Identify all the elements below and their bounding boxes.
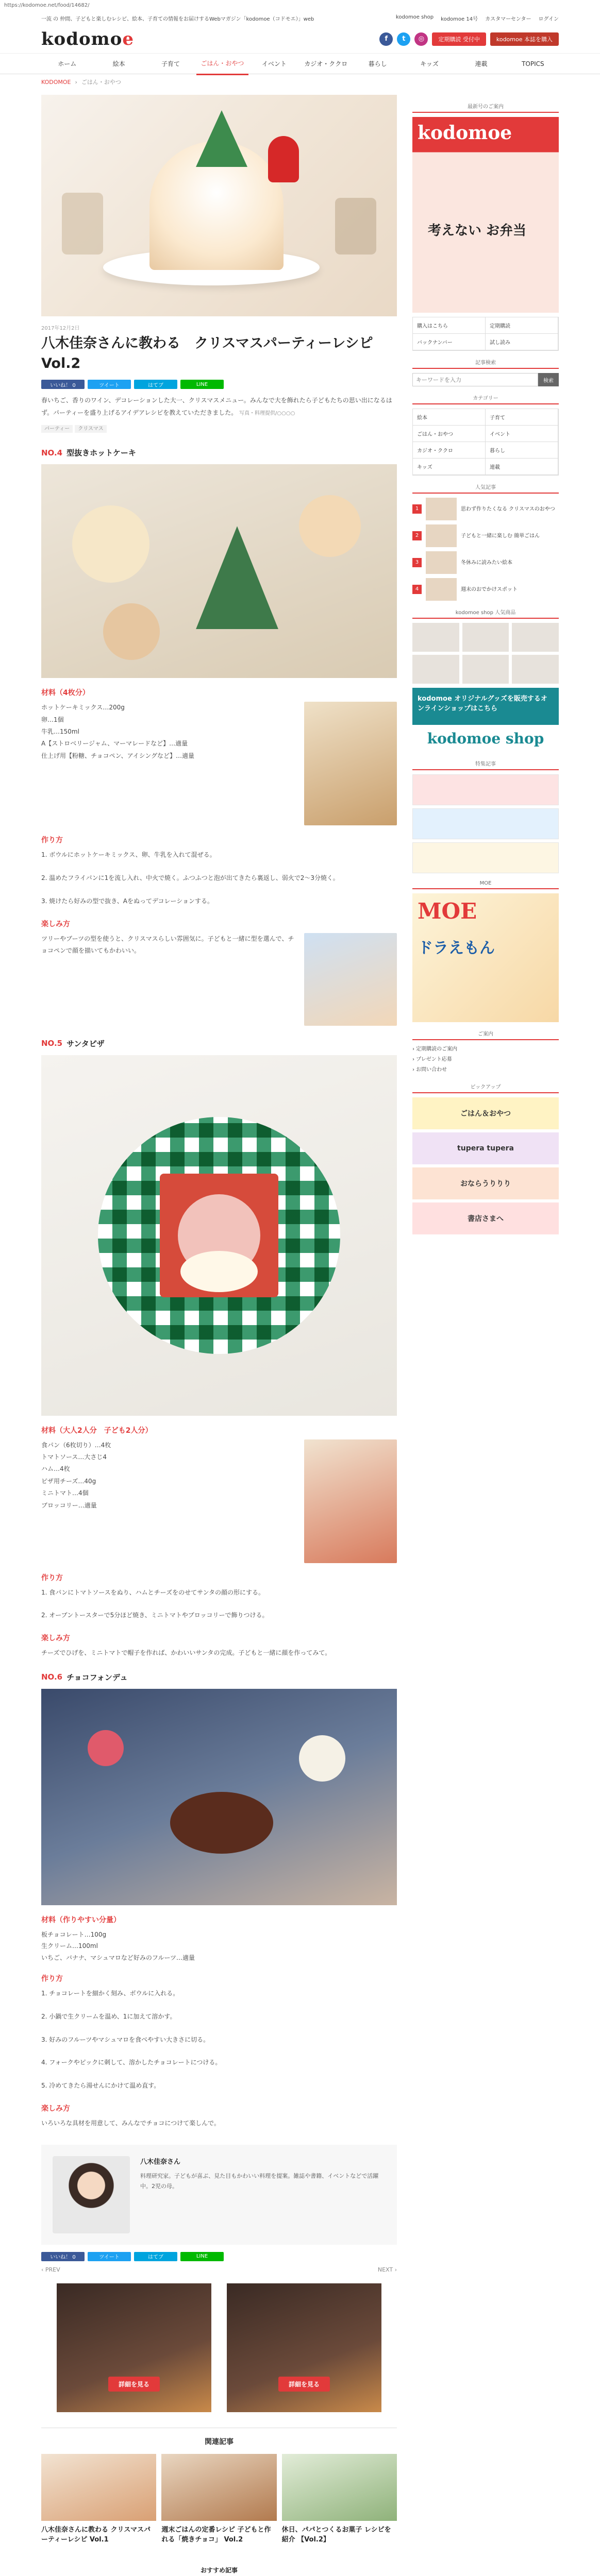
- related-card[interactable]: [161, 2454, 276, 2545]
- photo-decor: [72, 505, 149, 583]
- section-name: 型抜きホットケーキ: [66, 448, 136, 458]
- tips-text: いろいろな具材を用意して、みんなでチョコにつけて楽しんで。: [41, 2120, 220, 2127]
- method-step: 3. 焼けたら好みの型で抜き、Aをぬってデコレーションする。: [41, 897, 214, 905]
- moe-title: MOE: [418, 899, 477, 924]
- category-item[interactable]: 絵本: [413, 409, 486, 426]
- rank-number: 3: [412, 558, 422, 567]
- method-step: 2. 温めたフライパンに1を流し入れ、中火で焼く。ふつふつと泡が出てきたら裏返し、弱火で2〜3分焼く。: [41, 874, 339, 882]
- rank-number: 1: [412, 504, 422, 514]
- section-number: NO.6: [41, 1672, 63, 1682]
- photo-decor: [170, 1792, 273, 1854]
- share-button[interactable]: LINE: [180, 380, 224, 389]
- nav-item[interactable]: 子育て: [161, 60, 180, 67]
- share-button[interactable]: いいね！ 0: [41, 380, 85, 389]
- tips-text: ツリーやブーツの型を使うと、クリスマスらしい雰囲気に。子どもと一緒に型を選んで、チョコペンで顔を描いてもかわいい。: [41, 935, 294, 955]
- nav-item[interactable]: 暮らし: [368, 60, 387, 67]
- lead-credit: 写真・料理提供/○○○○: [239, 411, 295, 417]
- magazine-link[interactable]: 定期購読: [486, 317, 558, 334]
- hero-decor: [335, 198, 376, 255]
- tips-text: チーズでひげを、ミニトマトで帽子を作れば、かわいいサンタの完成。子どもと一緒に顔を作ってみて。: [41, 1649, 331, 1657]
- share-buttons: [41, 2252, 397, 2261]
- rank-number: 4: [412, 585, 422, 594]
- hero-decor: [268, 136, 299, 182]
- sidebar-heading: カテゴリー: [412, 392, 559, 404]
- share-button[interactable]: ツイート: [88, 380, 131, 389]
- site-logo[interactable]: [41, 29, 134, 49]
- magazine-link[interactable]: 購入はこちら: [413, 317, 486, 334]
- shop-item[interactable]: [462, 655, 509, 684]
- pickup-banner[interactable]: おならうりりり: [412, 1167, 559, 1199]
- category-item[interactable]: 暮らし: [486, 442, 558, 459]
- method-step: 1. チョコレートを細かく刻み、ボウルに入れる。: [41, 1990, 179, 1997]
- nav-item[interactable]: 連載: [475, 60, 488, 67]
- ingredients-heading: 材料（4枚分）: [41, 689, 90, 698]
- top-strip: [0, 11, 600, 25]
- next-link[interactable]: NEXT ›: [377, 2266, 397, 2273]
- sidebar-heading: 人気記事: [412, 481, 559, 494]
- sidebar-heading: ご案内: [412, 1027, 559, 1040]
- rank-title[interactable]: 週末のおでかけスポット: [461, 586, 518, 592]
- photo-decor: [103, 603, 160, 660]
- related-card[interactable]: [282, 2454, 397, 2545]
- method-step: 4. フォークやピックに刺して、溶かしたチョコレートにつける。: [41, 2059, 222, 2066]
- top-strip-link[interactable]: kodomoe 14号: [441, 16, 478, 22]
- ranking-list: [412, 498, 559, 601]
- related-thumb: [161, 2454, 276, 2521]
- nav-item[interactable]: TOPICS: [522, 60, 544, 67]
- method-heading: 作り方: [41, 1975, 63, 1984]
- sidebar-heading: 最新号のご案内: [412, 100, 559, 113]
- share-button[interactable]: ツイート: [88, 2252, 131, 2261]
- ingredients-text: 板チョコレート…100g 生クリーム…100ml いちご、バナナ、マシュマロなど好みのフルーツ…適量: [41, 1930, 195, 1962]
- tips-block: [41, 1647, 397, 1659]
- search-button[interactable]: 検索: [538, 373, 559, 386]
- top-strip-text: 一流 の 仲間、子どもと楽しむレシピ、絵本、子育ての情報をお届けするWebマガジン「kodomoe（コドモエ）」web: [41, 16, 314, 22]
- top-strip-link[interactable]: ログイン: [538, 16, 559, 22]
- nav-item[interactable]: 絵本: [112, 60, 125, 67]
- sidebar: [412, 95, 559, 2576]
- breadcrumb-home[interactable]: KODOMOE: [41, 78, 71, 86]
- photo-decor: [299, 1735, 345, 1782]
- related-thumb: [41, 2454, 156, 2521]
- photo-decor: [196, 526, 278, 629]
- sidebar-heading: ピックアップ: [412, 1080, 559, 1093]
- photo-decor: [180, 1251, 258, 1292]
- rank-number: 2: [412, 531, 422, 540]
- moe-magazine-cover[interactable]: [412, 893, 559, 1022]
- author-photo: [53, 2156, 130, 2233]
- article-tag[interactable]: クリスマス: [75, 425, 107, 433]
- info-link[interactable]: › 定期購読のご案内: [412, 1046, 458, 1052]
- info-link[interactable]: › お問い合わせ: [412, 1067, 447, 1073]
- ingredients-heading: 材料（作りやすい分量）: [41, 1916, 121, 1924]
- info-link[interactable]: › プレゼント応募: [412, 1057, 452, 1062]
- shop-item[interactable]: [412, 623, 459, 652]
- nav-item[interactable]: ホーム: [58, 60, 77, 67]
- category-item[interactable]: イベント: [486, 426, 558, 442]
- facebook-icon[interactable]: f: [379, 32, 393, 46]
- related-thumb: [282, 2454, 397, 2521]
- recipe-photo: [41, 1689, 397, 1905]
- shop-item[interactable]: [412, 655, 459, 684]
- buy-magazine-button[interactable]: kodomoe 本誌を購入: [490, 32, 559, 46]
- article: [41, 95, 397, 2576]
- magazine-title: kodomoe: [418, 122, 512, 144]
- feature-banner[interactable]: [412, 774, 559, 805]
- related-heading: 関連記事: [41, 2428, 397, 2447]
- section-heading: [41, 447, 397, 458]
- top-strip-link[interactable]: カスタマーセンター: [485, 16, 531, 22]
- hero-photo: [41, 95, 397, 316]
- nav-item[interactable]: キッズ: [420, 60, 439, 67]
- ingredients-photo: [304, 1439, 397, 1563]
- method-step: 1. ボウルにホットケーキミックス、卵、牛乳を入れて混ぜる。: [41, 851, 216, 859]
- article-title: 八木佳奈さんに教わる クリスマスパーティーレシピ Vol.2: [41, 335, 373, 372]
- method-step: 3. 好みのフルーツやマシュマロを食べやすい大きさに切る。: [41, 2036, 210, 2043]
- category-item[interactable]: 子育て: [486, 409, 558, 426]
- rank-thumb: [426, 551, 457, 574]
- author-name: 八木佳奈さん: [140, 2158, 181, 2166]
- moe-subtitle: ドラえもん: [418, 939, 495, 957]
- article-tags: [41, 424, 397, 432]
- hero-decor: [62, 193, 103, 255]
- pickup-banners: [412, 1097, 559, 1234]
- related-title[interactable]: 八木佳奈さんに教わる クリスマスパーティーレシピ Vol.1: [41, 2526, 151, 2544]
- ingredients-block: [41, 1439, 397, 1563]
- header-actions: [379, 32, 559, 46]
- search-box: [412, 373, 559, 386]
- article-tag[interactable]: パーティー: [41, 425, 73, 433]
- method-step: 2. 小鍋で生クリームを温め、1に加えて溶かす。: [41, 2012, 176, 2020]
- content-area: [0, 90, 600, 2576]
- author-info: [140, 2156, 386, 2233]
- section-name: サンタピザ: [66, 1039, 105, 1048]
- category-item[interactable]: 連載: [486, 459, 558, 475]
- section-heading: [41, 1672, 397, 1683]
- ranking-item[interactable]: [412, 578, 559, 601]
- ingredients-text: 食パン（6枚切り）…4枚 トマトソース…大さじ4 ハム…4枚 ピザ用チーズ…40g ミニトマト…4個 ブロッコリー…適量: [41, 1441, 111, 1509]
- banner-cta[interactable]: 詳細を見る: [108, 2377, 160, 2392]
- nav-item[interactable]: イベント: [261, 60, 287, 67]
- rank-thumb: [426, 524, 457, 547]
- method-heading: 作り方: [41, 836, 63, 845]
- ad-banner[interactable]: [57, 2283, 211, 2412]
- category-list: [412, 409, 559, 476]
- ingredients-text: ホットケーキミックス…200g 卵…1個 牛乳…150ml A【ストロベリージャム、マーマレードなど】…適量 仕上げ用【粉糖、チョコペン、アイシングなど】…適量: [41, 704, 195, 759]
- twitter-icon[interactable]: t: [397, 32, 410, 46]
- tips-heading: 楽しみ方: [41, 1634, 70, 1643]
- ranking-item[interactable]: [412, 551, 559, 574]
- hero-decor: [196, 110, 247, 167]
- feature-banner[interactable]: [412, 842, 559, 873]
- banner-cta[interactable]: 詳細を見る: [278, 2377, 330, 2392]
- magazine-headline: 考えない お弁当: [428, 223, 527, 239]
- related-card[interactable]: [41, 2454, 156, 2545]
- method-step: 2. オーブントースターで5分ほど焼き、ミニトマトやブロッコリーで飾りつける。: [41, 1612, 269, 1619]
- pickup-banner[interactable]: ごはん＆おやつ: [412, 1097, 559, 1129]
- method-steps: [41, 849, 397, 907]
- breadcrumb-separator: ›: [75, 78, 77, 86]
- recommend-heading: おすすめ記事: [200, 2566, 238, 2574]
- ingredients-heading: 材料（大人2人分 子ども2人分）: [41, 1426, 153, 1435]
- ranking-item[interactable]: [412, 498, 559, 520]
- tips-heading: 楽しみ方: [41, 920, 70, 928]
- lead-text: 春いちご、香りのワイン、デコレーションした大一、クリスマスメニュー。みんなで大を飾れたら子どもたちの思い出になるはず。パーティーを盛り上げるアイデアレシピを教えていただきました。: [41, 397, 392, 417]
- category-item[interactable]: ごはん・おやつ: [413, 426, 486, 442]
- tips-heading: 楽しみ方: [41, 2105, 70, 2113]
- related-articles: [41, 2454, 397, 2545]
- shop-item[interactable]: [462, 623, 509, 652]
- logo-text: kodomo: [41, 28, 123, 49]
- shop-item[interactable]: [512, 623, 559, 652]
- section-heading: [41, 1038, 397, 1049]
- logo-accent: e: [122, 28, 134, 49]
- article-pager: [41, 2266, 397, 2273]
- rank-title[interactable]: 子どもと一緒に楽しむ 簡単ごはん: [461, 533, 540, 539]
- method-heading: 作り方: [41, 1573, 63, 1582]
- section-name: チョコフォンデュ: [66, 1672, 128, 1682]
- article-date: 2017年12月2日: [41, 326, 80, 331]
- info-links: [412, 1044, 559, 1075]
- page-url: https://kodomoe.net/food/14682/: [4, 3, 90, 8]
- shop-items: [412, 623, 559, 684]
- sidebar-heading: 特集記事: [412, 757, 559, 770]
- breadcrumb: [0, 74, 600, 90]
- ingredients-block: [41, 702, 397, 825]
- share-button[interactable]: いいね！ 0: [41, 2252, 85, 2261]
- sidebar-heading: MOE: [412, 878, 559, 889]
- shop-logo[interactable]: kodomoe shop: [427, 730, 544, 747]
- photo-decor: [299, 495, 361, 557]
- tips-photo: [304, 933, 397, 1026]
- share-button[interactable]: はてブ: [134, 380, 177, 389]
- latest-magazine-cover[interactable]: [412, 117, 559, 313]
- recipe-photo: [41, 464, 397, 678]
- method-step: 1. 食パンにトマトソースをぬり、ハムとチーズをのせてサンタの顔の形にする。: [41, 1588, 264, 1596]
- tips-block: [41, 933, 397, 1026]
- sidebar-heading: kodomoe shop 人気商品: [412, 606, 559, 619]
- section-number: NO.5: [41, 1039, 63, 1048]
- author-box: [41, 2145, 397, 2245]
- photo-decor: [88, 1730, 124, 1766]
- ad-banners: [41, 2283, 397, 2412]
- shop-item[interactable]: [512, 655, 559, 684]
- related-title[interactable]: 休日、パパとつくるお菓子 レシピを紹介 【Vol.2】: [281, 2526, 391, 2544]
- ad-banner[interactable]: [227, 2283, 381, 2412]
- pickup-banner[interactable]: 書店さまへ: [412, 1202, 559, 1234]
- method-steps: [41, 1587, 397, 1622]
- pickup-banner[interactable]: tupera tupera: [412, 1132, 559, 1164]
- subscribe-button[interactable]: 定期購読 受付中: [432, 32, 486, 46]
- sidebar-heading: 記事検索: [412, 356, 559, 369]
- nav-item[interactable]: ごはん・おやつ: [196, 53, 248, 75]
- top-strip-link[interactable]: kodomoe shop: [395, 14, 434, 20]
- ingredients-photo: [304, 702, 397, 825]
- prev-link[interactable]: ‹ PREV: [41, 2266, 60, 2273]
- share-button[interactable]: LINE: [180, 2252, 224, 2261]
- breadcrumb-category[interactable]: ごはん・おやつ: [81, 79, 121, 86]
- method-step: 5. 冷めてきたら湯せんにかけて温め直す。: [41, 2082, 160, 2090]
- rank-title[interactable]: 冬休みに読みたい絵本: [461, 560, 512, 566]
- category-item[interactable]: キッズ: [413, 459, 486, 475]
- method-steps: [41, 1988, 397, 2092]
- recipe-photo: [41, 1055, 397, 1416]
- ranking-item[interactable]: [412, 524, 559, 547]
- rank-title[interactable]: 思わず作りたくなる クリスマスのおやつ: [461, 506, 555, 512]
- category-item[interactable]: カジオ・ククロ: [413, 442, 486, 459]
- rank-thumb: [426, 498, 457, 520]
- top-strip-links: [396, 14, 559, 22]
- feature-banner[interactable]: [412, 808, 559, 839]
- related-title[interactable]: 週末ごはんの定番レシピ 子どもと作れる「焼きチョコ」 Vol.2: [161, 2526, 271, 2544]
- instagram-icon[interactable]: ◎: [414, 32, 428, 46]
- magazine-links: [412, 317, 559, 351]
- author-bio: 料理研究家。子どもが喜ぶ、見た目もかわいい料理を提案。雑誌や書籍、イベントなどで活躍中。2児の母。: [140, 2172, 379, 2190]
- article-lead: [41, 394, 397, 419]
- main-nav: [0, 54, 600, 74]
- shop-banner[interactable]: kodomoe オリジナルグッズを販売するオンラインショップはこちら: [412, 688, 559, 725]
- magazine-link[interactable]: 試し読み: [486, 334, 558, 350]
- nav-item[interactable]: カジオ・ククロ: [304, 60, 348, 67]
- magazine-link[interactable]: バックナンバー: [413, 334, 486, 350]
- share-buttons: [41, 380, 397, 389]
- site-header: [0, 25, 600, 54]
- section-number: NO.4: [41, 448, 63, 457]
- share-button[interactable]: はてブ: [134, 2252, 177, 2261]
- search-input[interactable]: [412, 373, 538, 386]
- rank-thumb: [426, 578, 457, 601]
